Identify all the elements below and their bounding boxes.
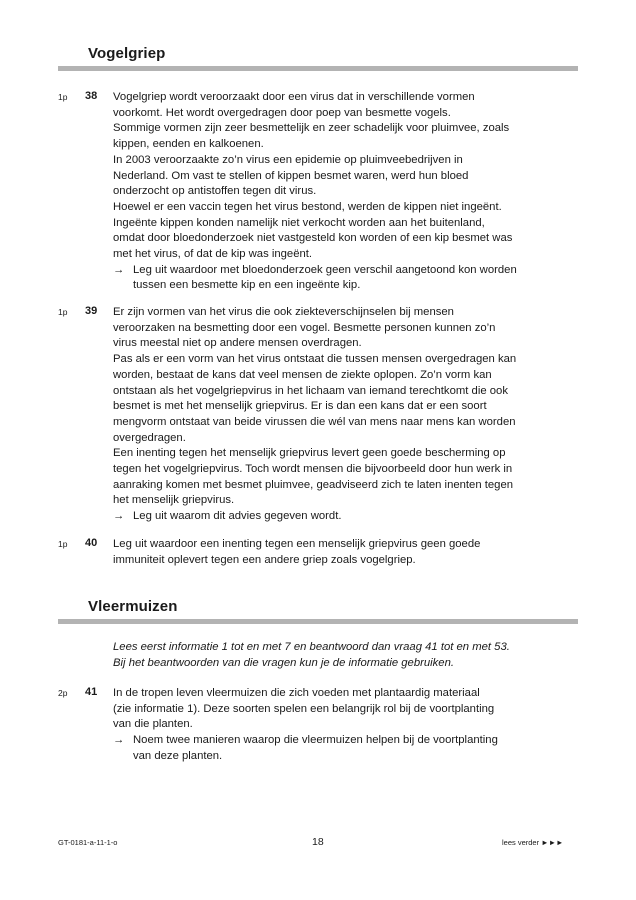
section-title-vleermuizen: Vleermuizen — [88, 598, 178, 615]
question-text-line: Hoewel er een vaccin tegen het virus bestond, werden de kippen niet ingeënt. — [113, 200, 502, 213]
question-text-line: mengvorm ontstaat van beide virussen die wél van mens naar mens kan worden — [113, 415, 516, 428]
arrow-right-icon: → — [113, 734, 125, 747]
question-points: 1p — [58, 92, 68, 102]
task-instruction — [113, 509, 563, 525]
question-text-line: Er zijn vormen van het virus die ook ziekteverschijnselen bij mensen — [113, 306, 454, 318]
question-text-line: ontstaan als het vogelgriepvirus in het lichaam van iemand terechtkomt die ook — [113, 384, 508, 397]
question-text-line: onderzocht op antistoffen tegen dit virus. — [113, 185, 317, 198]
intro-text — [113, 640, 563, 671]
continue-label: lees verder ►►► — [502, 838, 564, 847]
arrow-right-icon: → — [113, 263, 125, 276]
task-text-line: van deze planten. — [133, 749, 223, 762]
task-text-line: Leg uit waardoor met bloedonderzoek geen verschil aangetoond kon worden — [133, 263, 517, 276]
question-text-line: worden, bestaat de kans dat veel mensen de ziekte oplopen. Zo’n vorm kan — [113, 368, 492, 381]
task-text-line: Noem twee manieren waarop die vleermuizen helpen bij de voortplanting — [133, 734, 498, 747]
question-text-line: met het virus, of dat de kip was ingeënt. — [113, 248, 313, 261]
section-title-vogelgriep: Vogelgriep — [88, 45, 166, 62]
question-text-line: Leg uit waardoor een inenting tegen een menselijk griepvirus geen goede — [113, 538, 481, 550]
question-text-line: Nederland. Om vast te stellen of kippen besmet waren, werd hun bloed — [113, 169, 469, 182]
question-text-line: omdat door bloedonderzoek niet vastgesteld kon worden of een kip besmet was — [113, 232, 513, 245]
intro-text-line: Lees eerst informatie 1 tot en met 7 en beantwoord dan vraag 41 tot en met 53. — [113, 641, 510, 653]
question-text-line: In 2003 veroorzaakte zo’n virus een epidemie op pluimveebedrijven in — [113, 153, 463, 166]
question-text-line: aanraking komen met besmet pluimvee, geadviseerd zich te laten inenten tegen — [113, 478, 514, 491]
question-text-line: tegen het vogelgriepvirus. Toch wordt mensen die bijvoorbeeld door hun werk in — [113, 463, 513, 476]
intro-text-line: Bij het beantwoorden van die vragen kun je de informatie gebruiken. — [113, 656, 455, 669]
arrow-right-icon: → — [113, 510, 125, 523]
task-text-line: tussen een besmette kip en een ingeënte kip. — [133, 279, 361, 292]
question-text-line: het menselijk griepvirus. — [113, 494, 235, 507]
question-text-line: van die planten. — [113, 718, 193, 731]
task-text-line: Leg uit waarom dit advies gegeven wordt. — [133, 510, 342, 523]
question-body — [113, 686, 563, 765]
page-number: 18 — [312, 836, 324, 848]
question-number: 39 — [85, 305, 98, 317]
question-text-line: voorkomt. Het wordt overgedragen door poep van besmette vogels. — [113, 106, 451, 119]
question-number: 40 — [85, 537, 98, 549]
section-divider — [58, 66, 578, 71]
question-text-line: (zie informatie 1). Deze soorten spelen een belangrijk rol bij de voortplanting — [113, 702, 495, 715]
question-body — [113, 537, 563, 568]
question-body — [113, 305, 563, 525]
question-text-line: Een inenting tegen het menselijk griepvirus levert geen goede bescherming op — [113, 447, 506, 460]
question-text-line: In de tropen leven vleermuizen die zich voeden met plantaardig materiaal — [113, 687, 480, 699]
question-text-line: Vogelgriep wordt veroorzaakt door een virus dat in verschillende vormen — [113, 91, 475, 103]
question-points: 1p — [58, 539, 68, 549]
question-body — [113, 90, 563, 294]
question-points: 1p — [58, 307, 68, 317]
question-number: 38 — [85, 90, 98, 102]
section-divider — [58, 619, 578, 624]
question-text-line: Sommige vormen zijn zeer besmettelijk en zeer schadelijk voor pluimvee, zoals — [113, 122, 510, 135]
question-points: 2p — [58, 688, 68, 698]
question-text-line: veroorzaken na besmetting door een vogel. Besmette personen kunnen zo’n — [113, 321, 496, 334]
question-text-line: Pas als er een vorm van het virus ontstaat die tussen mensen overgedragen kan — [113, 353, 517, 366]
question-text-line: overgedragen. — [113, 431, 186, 444]
task-instruction — [113, 733, 563, 764]
question-text-line: Ingeënte kippen konden namelijk niet verkocht worden aan het buitenland, — [113, 216, 485, 229]
exam-code: GT-0181-a-11-1-o — [58, 838, 118, 847]
question-number: 41 — [85, 686, 98, 698]
question-text-line: immuniteit oplevert tegen een andere griep zoals vogelgriep. — [113, 553, 416, 566]
question-text-line: besmet is met het menselijk griepvirus. Er is dan een kans dat er een soort — [113, 400, 487, 413]
question-text-line: virus meestal niet op andere mensen overdragen. — [113, 337, 362, 350]
task-instruction — [113, 263, 563, 294]
question-text-line: kippen, eenden en kalkoenen. — [113, 138, 264, 151]
